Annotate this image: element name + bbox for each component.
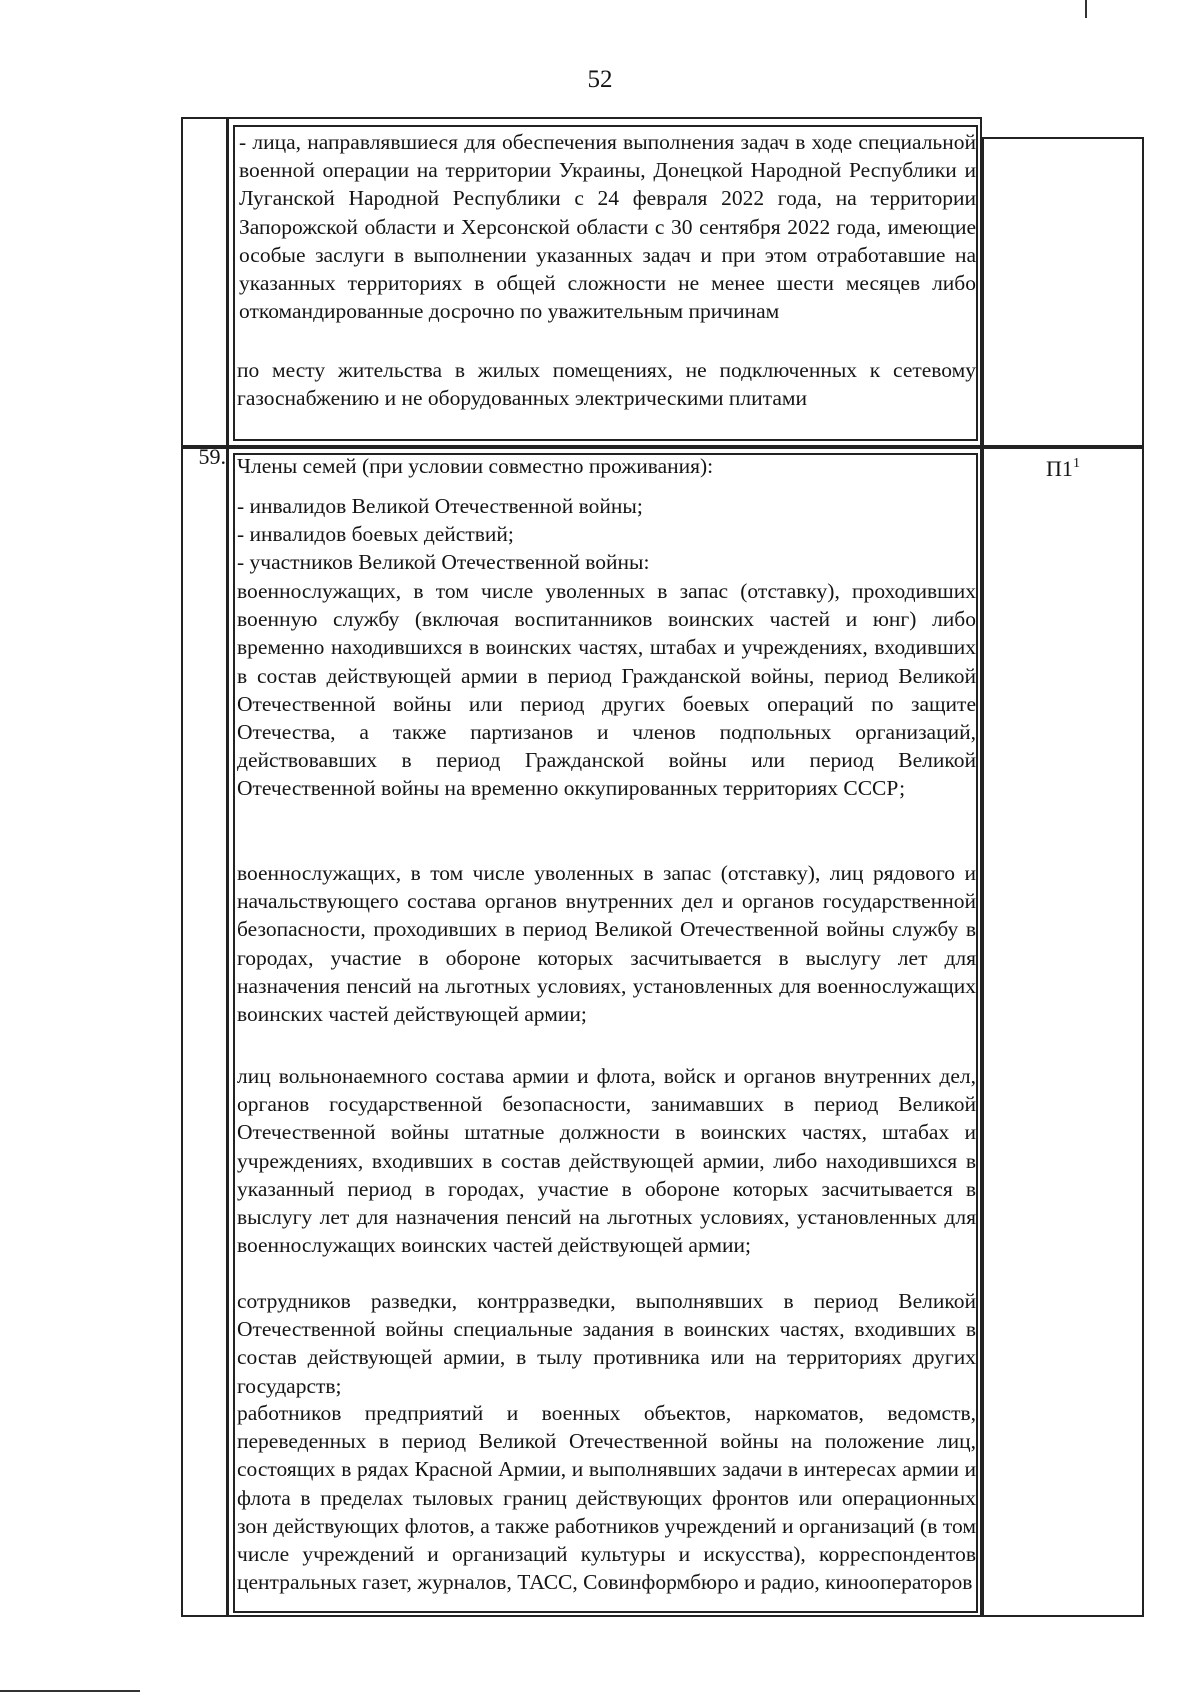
- category-marker-superscript: 1: [1072, 456, 1080, 471]
- row-text-paragraph: - лица, направлявшиеся для обеспечения выполнения задач в ходе специальной военной операции на территории Украины, Донецкой Народной Республики и Луганской Народной Республики с 24 февраля 2022 года, на территории Запорожской области и Херсонской области с 30 сентября 2022 года, имеющие особые заслуги в выполнении указанных задач и при этом отработавшие на указанных территориях в общей сложности не менее шести месяцев либо откомандированные досрочно по уважительным причинам: [239, 130, 976, 324]
- category-marker: [982, 456, 1144, 482]
- category-marker-main: П1: [1046, 456, 1073, 481]
- table-number-cell: [181, 447, 228, 1617]
- scan-mark: [1085, 0, 1087, 18]
- table-marker-cell: [982, 137, 1144, 447]
- row-text-paragraph: Члены семей (при условии совместно проживания):: [237, 454, 714, 478]
- table-number-cell: [181, 117, 228, 447]
- row-text-paragraph: по месту жительства в жилых помещениях, не подключенных к сетевому газоснабжению и не оборудованных электрическими плитами: [237, 358, 976, 411]
- row-text-paragraph: военнослужащих, в том числе уволенных в запас (отставку), лиц рядового и начальствующего состава органов внутренних дел и органов государственной безопасности, проходивших в период Великой Отечественной войны службу в городах, участие в обороне которых засчитывается в выслугу лет для назначения пенсий на льготных условиях, установленных для военнослужащих воинских частей действующей армии;: [237, 861, 976, 1027]
- row-text-paragraph: работников предприятий и военных объектов, наркоматов, ведомств, переведенных в период Великой Отечественной войны на положение лиц, состоящих в рядах Красной Армии, и выполнявших задачи в интересах армии и флота в пределах тыловых границ действующих фронтов или операционных зон действующих флотов, а также работников учреждений и организаций (в том числе учреждений и организаций культуры и искусства), корреспондентов центральных газет, журналов, ТАСС, Совинформбюро и радио, кинооператоров: [237, 1401, 976, 1595]
- table-marker-cell: [982, 447, 1144, 1617]
- row-text-paragraph: лиц вольнонаемного состава армии и флота, войск и органов внутренних дел, органов государственной безопасности, занимавших в период Великой Отечественной войны штатные должности в воинских частях, штабах и учреждениях, входивших в состав действующей армии, либо находившихся в указанный период в городах, участие в обороне которых засчитывается в выслугу лет для назначения пенсий на льготных условиях, установленных для военнослужащих воинских частей действующей армии;: [237, 1064, 976, 1258]
- row-text-paragraph: - участников Великой Отечественной войны:: [237, 550, 650, 574]
- row-text-paragraph: сотрудников разведки, контрразведки, выполнявших в период Великой Отечественной войны специальные задания в воинских частях, входивших в состав действующей армии, в тылу противника или на территориях других государств;: [237, 1289, 976, 1398]
- row-text-paragraph: военнослужащих, в том числе уволенных в запас (отставку), проходивших военную службу (включая воспитанников воинских частей и юнг) либо временно находившихся в воинских частях, штабах и учреждениях, входивших в состав действующей армии в период Гражданской войны, период Великой Отечественной войны или период других боевых операций по защите Отечества, а также партизанов и членов подпольных организаций, действовавших в период Гражданской войны или период Великой Отечественной войны на временно оккупированных территориях СССР;: [237, 579, 976, 801]
- row-number: 59.: [198, 444, 226, 469]
- row-text-paragraph: - инвалидов боевых действий;: [237, 522, 514, 546]
- row-text-paragraph: - инвалидов Великой Отечественной войны;: [237, 494, 643, 518]
- scan-edge-line: [0, 1690, 140, 1692]
- page-number: 52: [587, 66, 613, 93]
